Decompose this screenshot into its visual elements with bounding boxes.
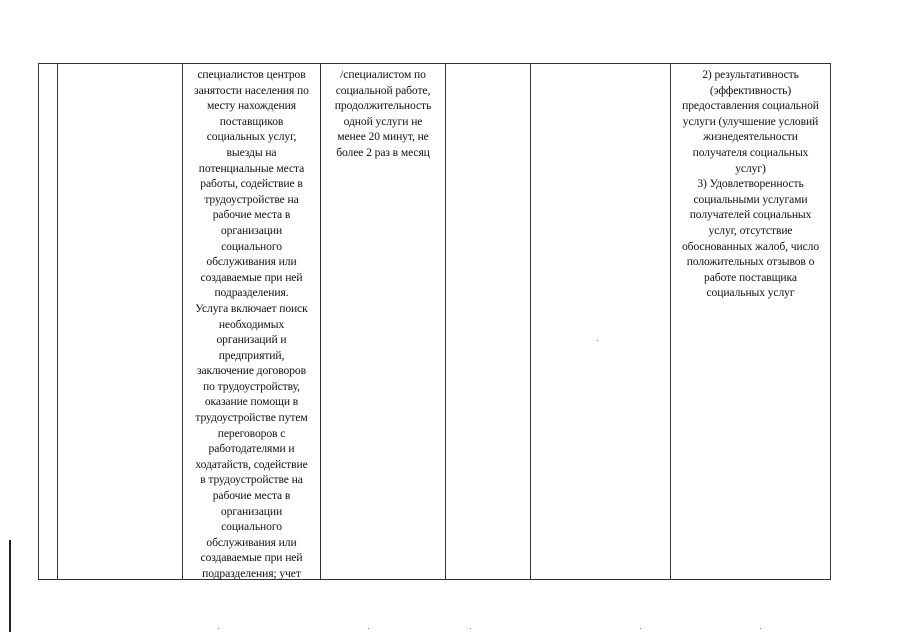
scan-speck: [218, 628, 219, 629]
table-column-border: [38, 63, 39, 580]
service-provision-terms-cell: /специалистом по социальной работе, продолжительность одной услуги не менее 20 минут, не более 2 раз в месяц: [334, 68, 432, 159]
scan-speck: [597, 340, 598, 341]
scan-speck: [470, 628, 471, 629]
scan-speck: [368, 628, 369, 629]
service-quality-indicators-cell: 2) результативность (эффективность) предоставления социальной услуги (улучшение условий жизнедеятельности получателя социальных услуг) 3) Удовлетворенность социальными услугами получателей социальных услуг, отсутствие обоснованных жалоб, число положительных отзывов о работе поставщика социальных услуг: [681, 68, 820, 300]
table-top-border: [38, 63, 831, 64]
table-column-border: [830, 63, 831, 580]
binding-mark: [9, 540, 11, 632]
service-description-cell: специалистов центров занятости населения по месту нахождения поставщиков социальных услуг, выезды на потенциальные места работы, содействие в трудоустройстве на рабочие места в организации социального обслуживания или создаваемые при ней подразделения. Услуга включает поиск необходимых организаций и предприятий, заключение договоров по трудоустройству, оказание помощи в трудоустройстве путем переговоров с работодателями и ходатайств, содействие в трудоустройстве на рабочие места в организации социального обслуживания или создаваемые при ней подразделения; учет: [194, 68, 309, 580]
table-column-border: [445, 63, 446, 580]
table-column-border: [530, 63, 531, 580]
table-column-border: [57, 63, 58, 580]
table-bottom-border: [38, 579, 831, 580]
scan-speck: [640, 628, 641, 629]
scan-speck: [760, 628, 761, 629]
